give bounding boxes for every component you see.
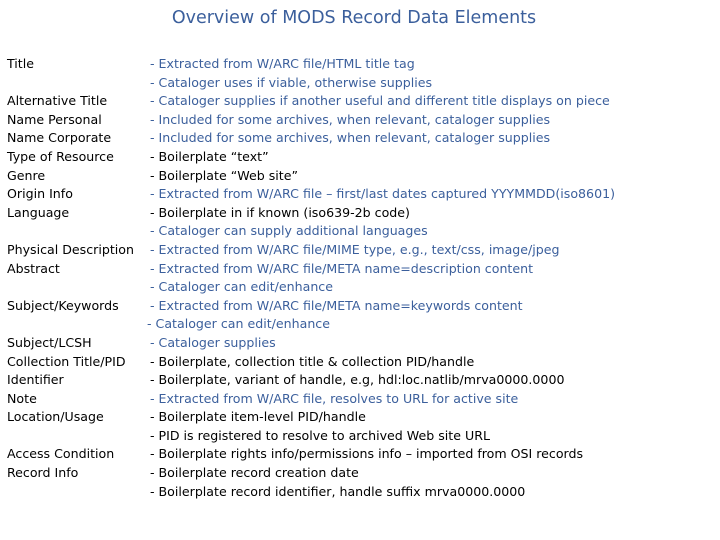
list-item <box>7 92 713 111</box>
element-description: - Cataloger can edit/enhance <box>147 316 330 332</box>
list-item <box>7 129 713 148</box>
element-label: Note <box>7 390 37 406</box>
list-item <box>7 74 713 93</box>
list-item <box>7 260 713 279</box>
list-item <box>7 185 713 204</box>
page-title: Overview of MODS Record Data Elements <box>171 8 537 28</box>
list-item <box>7 241 713 260</box>
element-label: Identifier <box>7 372 64 388</box>
list-item <box>7 445 713 464</box>
list-item <box>7 167 713 186</box>
list-item <box>7 278 713 297</box>
list-item <box>7 353 713 372</box>
element-description: - Cataloger can edit/enhance <box>150 279 333 295</box>
element-label: Abstract <box>7 260 60 276</box>
element-description: - PID is registered to resolve to archived Web site URL <box>150 427 490 443</box>
element-description: - Extracted from W/ARC file/META name=keywords content <box>150 297 523 313</box>
element-label: Physical Description <box>7 241 134 257</box>
element-label: Location/Usage <box>7 409 104 425</box>
list-item <box>7 148 713 167</box>
element-description: - Included for some archives, when relevant, cataloger supplies <box>150 130 551 146</box>
list-item <box>7 55 713 74</box>
element-label: Origin Info <box>7 186 73 202</box>
element-label: Subject/Keywords <box>7 297 119 313</box>
element-description: - Cataloger can supply additional languages <box>150 223 428 239</box>
list-item <box>7 427 713 446</box>
element-description: - Extracted from W/ARC file/MIME type, e.g., text/css, image/jpeg <box>150 241 560 257</box>
element-description: - Boilerplate rights info/permissions info – imported from OSI records <box>150 446 584 462</box>
element-description: - Cataloger uses if viable, otherwise supplies <box>150 74 433 90</box>
element-description: - Extracted from W/ARC file/META name=description content <box>150 260 534 276</box>
element-description: - Boilerplate record identifier, handle suffix mrva0000.0000 <box>150 483 526 499</box>
element-description: - Boilerplate record creation date <box>150 465 359 481</box>
element-description: - Boilerplate, collection title & collection PID/handle <box>150 353 475 369</box>
element-label: Alternative Title <box>7 93 108 109</box>
element-description: - Cataloger supplies <box>150 334 276 350</box>
element-list <box>7 55 713 501</box>
element-description: - Boilerplate, variant of handle, e.g, hdl:loc.natlib/mrva0000.0000 <box>150 372 565 388</box>
list-item <box>7 222 713 241</box>
element-label: Name Personal <box>7 111 102 127</box>
list-item <box>7 334 713 353</box>
element-label: Type of Resource <box>7 148 114 164</box>
list-item <box>7 390 713 409</box>
list-item <box>7 483 713 502</box>
element-description: - Cataloger supplies if another useful and different title displays on piece <box>150 93 610 109</box>
element-label: Genre <box>7 167 46 183</box>
element-description: - Boilerplate “text” <box>150 148 269 164</box>
element-description: - Extracted from W/ARC file – first/last dates captured YYYMMDD(iso8601) <box>150 186 616 202</box>
list-item <box>7 464 713 483</box>
list-item <box>7 371 713 390</box>
element-description: - Extracted from W/ARC file/HTML title tag <box>150 56 415 71</box>
list-item <box>7 315 713 334</box>
element-description: - Boilerplate item-level PID/handle <box>150 409 366 425</box>
list-item <box>7 111 713 130</box>
list-item <box>7 204 713 223</box>
element-label: Name Corporate <box>7 130 112 146</box>
element-label: Title <box>7 56 34 71</box>
list-item <box>7 297 713 316</box>
element-label: Record Info <box>7 465 79 481</box>
element-description: - Extracted from W/ARC file, resolves to URL for active site <box>150 390 519 406</box>
element-label: Subject/LCSH <box>7 334 92 350</box>
element-description: - Included for some archives, when relevant, cataloger supplies <box>150 111 551 127</box>
element-label: Language <box>7 204 70 220</box>
element-label: Collection Title/PID <box>7 353 126 369</box>
list-item <box>7 408 713 427</box>
element-label: Access Condition <box>7 446 115 462</box>
element-description: - Boilerplate in if known (iso639-2b code) <box>150 204 410 220</box>
element-description: - Boilerplate “Web site” <box>150 167 298 183</box>
